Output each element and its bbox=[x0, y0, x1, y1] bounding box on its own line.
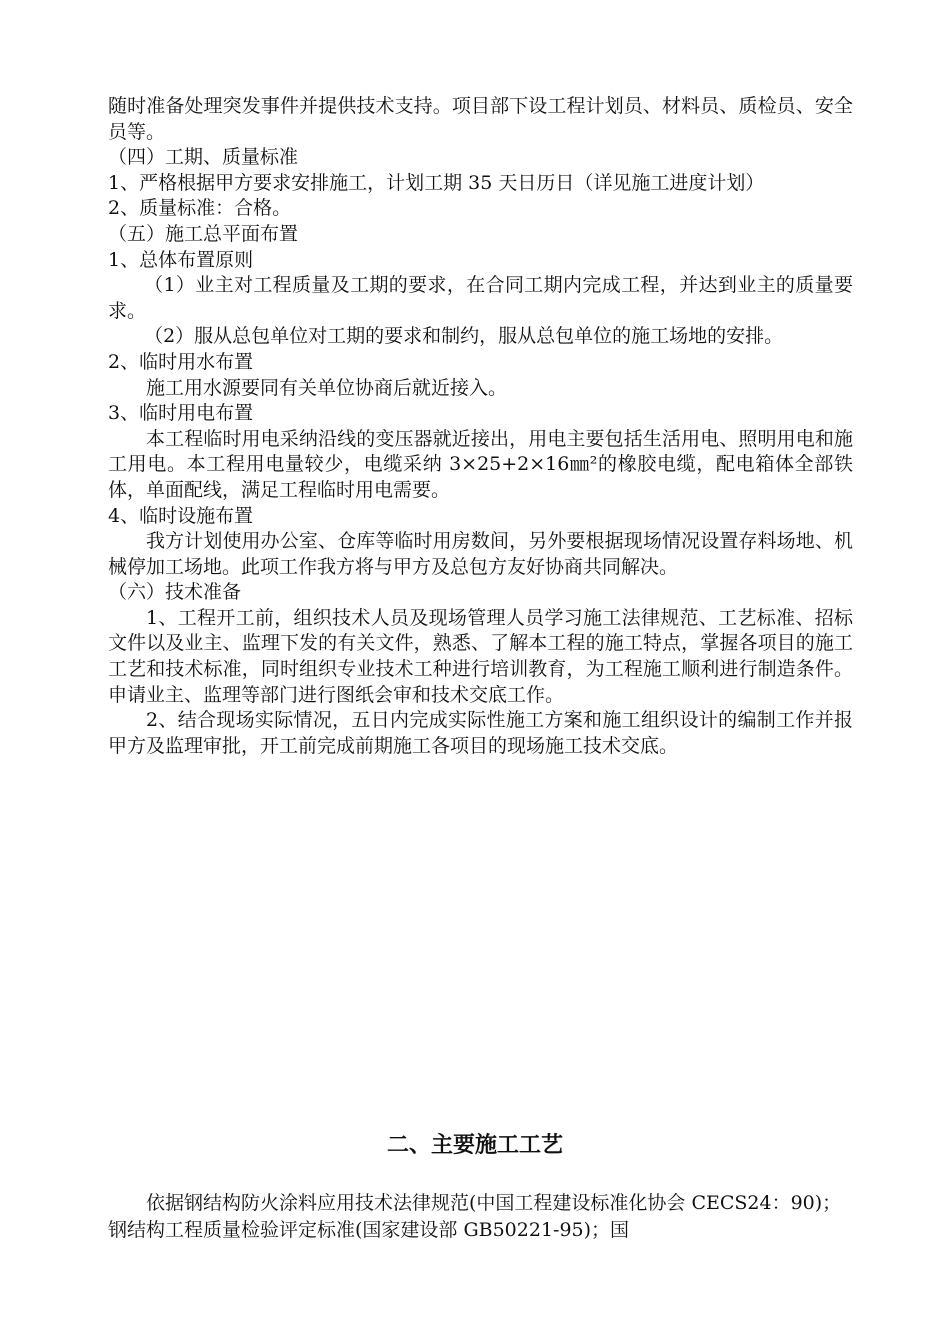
heading-schedule-quality: （四）工期、质量标准 bbox=[108, 146, 299, 169]
tech-prep-1: 1、工程开工前，组织技术人员及现场管理人员学习施工法律规范、工艺标准、招标文件以及业主、监理下发的有关文件，熟悉、了解本工程的施工特点，掌握各项目的施工工艺和技术标准，同时组织专业技术工种进行培训教育，为工程施工顺利进行制造条件。申请业主、监理等部门进行图纸会审和技术交底工作。 bbox=[108, 606, 853, 706]
temp-facilities-text: 我方计划使用办公室、仓库等临时用房数间，另外要根据现场情况设置存料场地、机械停加工场地。此项工作我方将与甲方及总包方友好协商共同解决。 bbox=[108, 530, 853, 578]
item-temp-facilities: 4、临时设施布置 bbox=[108, 504, 254, 527]
paragraph-support: 随时准备处理突发事件并提供技术支持。项目部下设工程计划员、材料员、质检员、安全员等。 bbox=[108, 95, 853, 143]
section-intro bbox=[108, 1190, 853, 1244]
principle-1: （1）业主对工程质量及工期的要求，在合同工期内完成工程，并达到业主的质量要求。 bbox=[108, 274, 853, 322]
principle-2: （2）服从总包单位对工期的要求和制约，服从总包单位的施工场地的安排。 bbox=[144, 325, 784, 348]
temp-power-text: 本工程临时用电采纳沿线的变压器就近接出，用电主要包括生活用电、照明用电和施工用电。本工程用电量较少，电缆采纳 3×25+2×16㎜²的橡胶电缆，配电箱体全部铁体，单面配线，满足工程临时用电需要。 bbox=[108, 427, 853, 501]
heading-site-layout: （五）施工总平面布置 bbox=[108, 222, 299, 245]
temp-water-text: 施工用水源要同有关单位协商后就近接入。 bbox=[146, 376, 508, 399]
item-schedule: 1、严格根据甲方要求安排施工，计划工期 35 天日历日（详见施工进度计划） bbox=[108, 171, 765, 194]
document-body bbox=[108, 94, 853, 759]
section-intro-text: 依据钢结构防火涂料应用技术法律规范(中国工程建设标准化协会 CECS24：90)；钢结构工程质量检验评定标准(国家建设部 GB50221-95)；国 bbox=[108, 1192, 842, 1241]
tech-prep-2: 2、结合现场实际情况，五日内完成实际性施工方案和施工组织设计的编制工作并报甲方及监理审批，开工前完成前期施工各项目的现场施工技术交底。 bbox=[108, 709, 853, 757]
heading-tech-prep: （六）技术准备 bbox=[108, 581, 242, 604]
section-title: 二、主要施工工艺 bbox=[386, 1133, 563, 1158]
item-quality-standard: 2、质量标准：合格。 bbox=[108, 197, 292, 220]
item-temp-water: 2、临时用水布置 bbox=[108, 350, 254, 373]
item-layout-principle: 1、总体布置原则 bbox=[108, 248, 254, 271]
item-temp-power: 3、临时用电布置 bbox=[108, 402, 254, 425]
